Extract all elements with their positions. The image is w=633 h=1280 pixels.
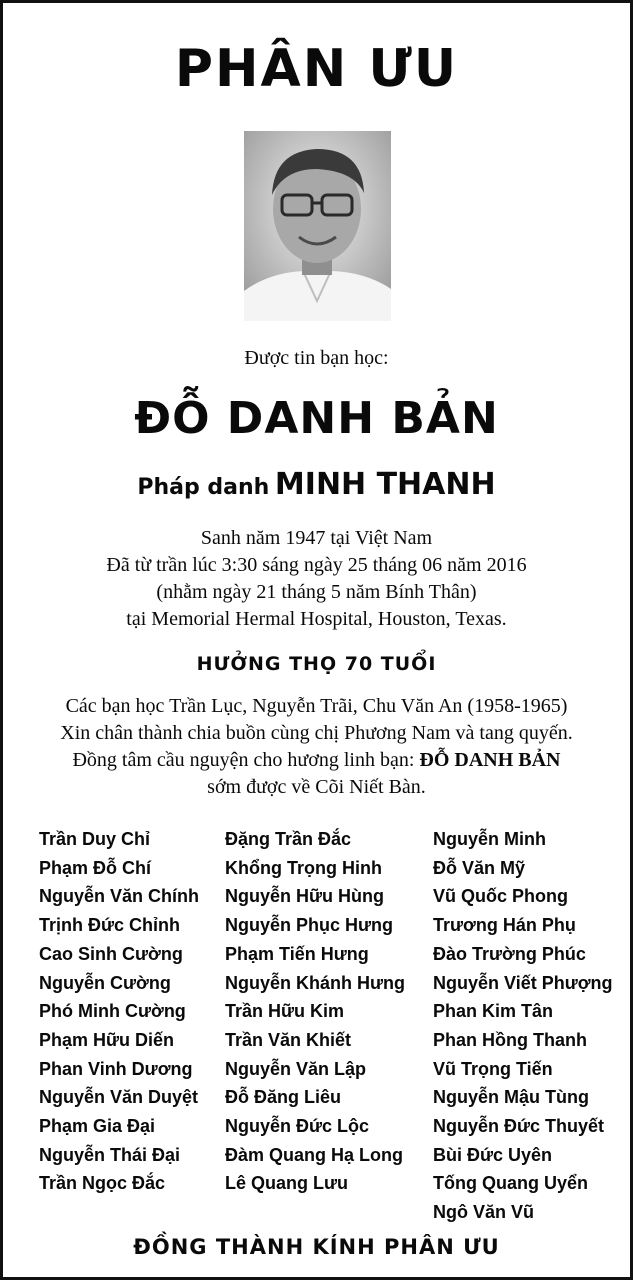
signer-name: Nguyễn Đức Thuyết bbox=[433, 1116, 605, 1137]
signer-name: Nguyễn Văn Chính bbox=[39, 886, 200, 907]
signer-name: Nguyễn Đức Lộc bbox=[225, 1116, 370, 1137]
signer-name: Nguyễn Viết Phượng bbox=[433, 972, 613, 993]
signer-name: Vũ Quốc Phong bbox=[433, 886, 568, 907]
signers-column-3 bbox=[433, 825, 613, 1227]
signer-name: Trịnh Đức Chỉnh bbox=[39, 915, 181, 936]
signer-name: Trần Duy Chỉ bbox=[39, 829, 151, 849]
signer-name: Đàm Quang Hạ Long bbox=[225, 1144, 404, 1165]
dharma-name: MINH THANH bbox=[274, 467, 496, 502]
passing-line: Đã từ trần lúc 3:30 sáng ngày 25 tháng 06 năm 2016 bbox=[106, 554, 527, 576]
notice-title: PHÂN ƯU bbox=[174, 39, 459, 99]
birth-line: Sanh năm 1947 tại Việt Nam bbox=[200, 527, 433, 549]
message-line-1: Các bạn học Trần Lục, Nguyễn Trãi, Chu Văn An (1958-1965) bbox=[65, 695, 568, 717]
signer-name: Nguyễn Mậu Tùng bbox=[433, 1087, 589, 1108]
message-line-4: sớm được về Cõi Niết Bàn. bbox=[207, 776, 426, 798]
signer-name: Phan Hồng Thanh bbox=[433, 1029, 587, 1050]
life-details bbox=[3, 525, 630, 633]
place-line: tại Memorial Hermal Hospital, Houston, Texas. bbox=[126, 608, 507, 630]
dharma-prefix: Pháp danh bbox=[137, 475, 270, 500]
message-line-3-name: ĐỖ DANH BẢN bbox=[419, 749, 561, 771]
age-line: HƯỞNG THỌ 70 TUỔI bbox=[196, 653, 437, 675]
message-line-3-prefix: Đồng tâm cầu nguyện cho hương linh bạn: bbox=[72, 749, 415, 771]
signer-name: Đặng Trần Đắc bbox=[225, 829, 352, 849]
signer-name: Ngô Văn Vũ bbox=[433, 1202, 535, 1223]
signer-name: Trương Hán Phụ bbox=[433, 915, 576, 936]
portrait-photo bbox=[244, 131, 391, 321]
signer-name: Phạm Đỗ Chí bbox=[39, 857, 152, 878]
signer-name: Cao Sinh Cường bbox=[39, 943, 183, 964]
lunar-date-line: (nhằm ngày 21 tháng 5 năm Bính Thân) bbox=[156, 581, 477, 603]
signer-name: Phan Vinh Dương bbox=[39, 1058, 193, 1079]
signer-name: Trần Ngọc Đắc bbox=[39, 1173, 166, 1194]
signers-column-1 bbox=[39, 825, 199, 1198]
signer-name: Nguyễn Khánh Hưng bbox=[225, 972, 406, 993]
condolence-message bbox=[3, 693, 630, 801]
message-line-3 bbox=[3, 747, 630, 774]
signer-name: Khổng Trọng Hinh bbox=[225, 857, 382, 878]
signer-name: Trần Văn Khiết bbox=[225, 1029, 352, 1050]
portrait-image bbox=[244, 131, 391, 321]
signers-column-2 bbox=[225, 825, 405, 1198]
message-line-2: Xin chân thành chia buồn cùng chị Phương Nam và tang quyến. bbox=[60, 722, 573, 744]
signer-name: Phạm Gia Đại bbox=[39, 1116, 156, 1137]
signer-name: Nguyễn Văn Duyệt bbox=[39, 1087, 199, 1108]
signer-name: Nguyễn Hữu Hùng bbox=[225, 886, 385, 907]
signer-name: Nguyễn Văn Lập bbox=[225, 1058, 367, 1079]
signer-name: Đào Trường Phúc bbox=[433, 943, 586, 964]
signer-name: Bùi Đức Uyên bbox=[433, 1144, 553, 1165]
signer-name: Lê Quang Lưu bbox=[225, 1173, 349, 1194]
signer-name: Nguyễn Cường bbox=[39, 972, 171, 993]
signer-name: Nguyễn Phục Hưng bbox=[225, 915, 394, 936]
dharma-name-line bbox=[3, 467, 630, 502]
closing-line: ĐỒNG THÀNH KÍNH PHÂN ƯU bbox=[133, 1235, 500, 1259]
announcement-line: Được tin bạn học: bbox=[244, 347, 389, 369]
signer-name: Trần Hữu Kim bbox=[225, 1001, 345, 1022]
signer-name: Nguyễn Minh bbox=[433, 829, 546, 849]
signer-name: Đỗ Đăng Liêu bbox=[225, 1087, 341, 1108]
signer-name: Đỗ Văn Mỹ bbox=[433, 857, 526, 878]
deceased-name: ĐỖ DANH BẢN bbox=[134, 393, 499, 444]
signer-name: Phan Kim Tân bbox=[433, 1001, 554, 1022]
signer-name: Phạm Tiến Hưng bbox=[225, 943, 369, 964]
signer-name: Phạm Hữu Diến bbox=[39, 1029, 175, 1050]
signer-name: Tống Quang Uyển bbox=[433, 1173, 588, 1194]
signer-name: Vũ Trọng Tiến bbox=[433, 1058, 553, 1079]
signer-name: Phó Minh Cường bbox=[39, 1001, 186, 1022]
signer-name: Nguyễn Thái Đại bbox=[39, 1144, 181, 1165]
